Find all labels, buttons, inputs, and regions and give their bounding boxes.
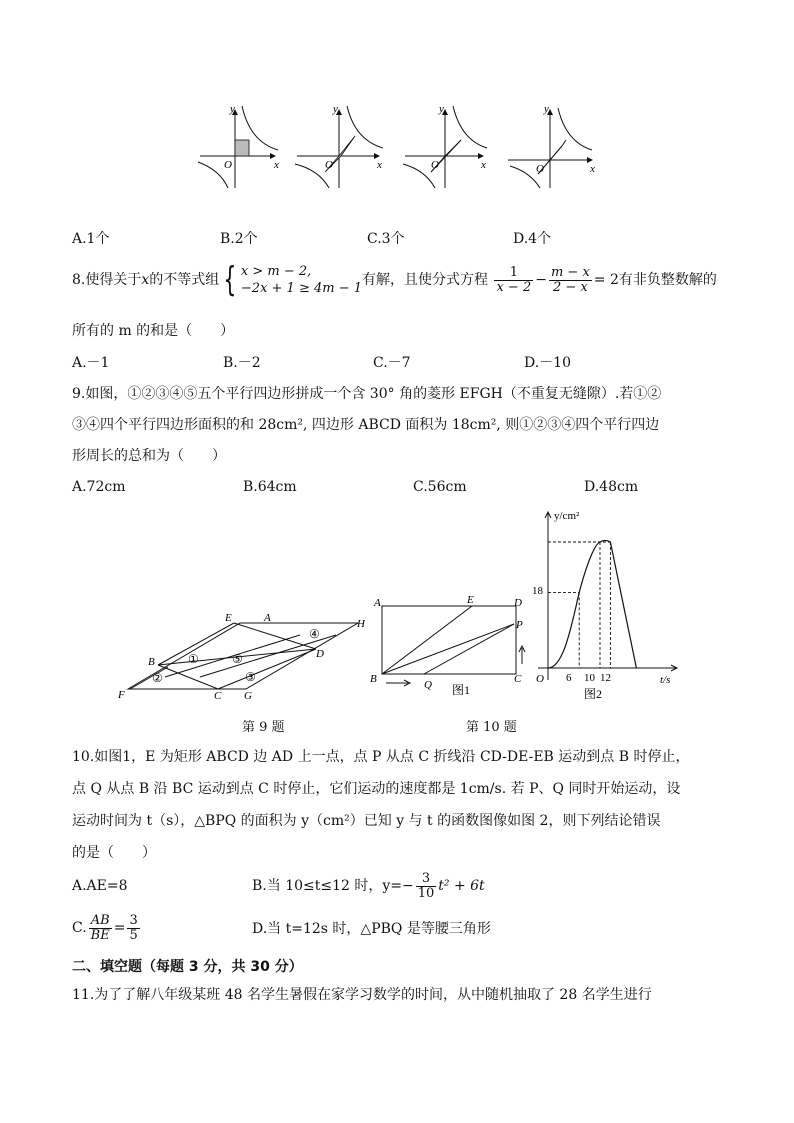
q8-option-b: B.－2 [223,355,261,371]
q11-line1: 11.为了了解八年级某班 48 名学生暑假在家学习数学的时间，从中随机抽取了 28 名学生进行 [72,987,652,1003]
chart-series-line [548,540,636,668]
q7-option-c: C.3个 [367,231,405,247]
q7-graph-1 [198,103,279,188]
q9-label-3: ③ [245,670,256,684]
chart-origin: O [536,673,544,685]
q10-f1-b: B [370,673,377,685]
q10-line3: 运动时间为 t（s），△BPQ 的面积为 y（cm²）已知 y 与 t 的函数图像如图 2，则下列结论错误 [72,813,661,829]
q9-label-2: ② [152,671,163,685]
q7-option-b: B.2个 [220,231,258,247]
q7-graph-3 [403,103,487,188]
q7-g2-x: x [377,159,382,171]
q10-figure2-chart [528,505,688,705]
q9-option-b: B.64cm [243,479,297,495]
q9-option-c: C.56cm [413,479,467,495]
q10-caption: 第 10 题 [466,720,517,735]
q10-f1-q: Q [424,679,432,691]
q10-option-a: A.AE=8 [72,878,128,894]
section2-heading: 二、填空题（每题 3 分，共 30 分） [72,959,303,975]
q10-option-c: C. $\frac{AB}{BE}$ = $\frac{3}{5}$ [72,912,138,943]
q9-line1: 9.如图，①②③④⑤五个平行四边形拼成一个含 30° 角的菱形 EFGH（不重复无缝隙）.若①② [72,386,662,402]
q9-label-5: ⑤ [232,652,243,666]
q8-option-a: A.－1 [72,355,110,371]
q7-g4-o: O [536,163,544,175]
chart-xtick-12: 12 [600,672,611,684]
q7-graph-2 [295,103,383,188]
q7-g2-y: y [333,103,338,115]
q7-g2-o: O [325,159,333,171]
q9-line3: 形周长的总和为（ ） [72,448,226,464]
q7-graphs [190,100,610,190]
q7-g1-x: x [274,159,279,171]
q7-graph-4 [508,103,595,188]
chart-caption: 图2 [584,687,603,701]
q9-label-4: ④ [309,627,320,641]
chart-x-label: t/s [660,674,671,686]
q8-line1: 8.使得关于x的不等式组 { x > m − 2, −2x + 1 ≥ 4m − 1 有解，且使分式方程 $\frac{1}{x - 2}$ − $\frac{m - x}{2 - x}$ = 2有非负整数解的 [72,260,717,300]
q10-f1-c: C [514,673,522,685]
q7-g1-o: O [224,159,232,171]
q10-f1-a: A [374,597,381,609]
q9-label-a: A [264,612,271,624]
q9-option-a: A.72cm [72,479,126,495]
q7-g3-y: y [439,103,444,115]
q10-option-b: B.当 10≤t≤12 时，y=− $\frac{3}{10}$ t² + 6t [252,870,485,901]
q9-label-g: G [244,690,252,702]
q9-label-e: E [225,612,232,624]
q9-label-b: B [148,656,155,668]
q7-option-d: D.4个 [513,231,552,247]
q9-figure [110,605,375,705]
q7-g3-o: O [431,159,439,171]
chart-ytick-18: 18 [532,585,543,597]
q10-f1-p: P [516,619,523,631]
q7-g1-y: y [230,103,235,115]
q9-caption: 第 9 题 [242,720,285,735]
q9-label-1: ① [188,652,199,666]
q9-option-d: D.48cm [584,479,639,495]
q7-g4-x: x [590,163,595,175]
q10-f1-e: E [467,594,474,606]
q7-g3-x: x [481,159,486,171]
q10-option-d: D.当 t=12s 时，△PBQ 是等腰三角形 [252,921,491,937]
q9-line2: ③④四个平行四边形面积的和 28cm², 四边形 ABCD 面积为 18cm², 则①②③④四个平行四边 [72,417,660,433]
q9-label-d: D [316,648,324,660]
q9-label-f: F [118,689,125,701]
chart-xtick-6: 6 [566,672,572,684]
q8-option-c: C.－7 [373,355,411,371]
q8-option-d: D.－10 [524,355,571,371]
q9-label-h: H [357,618,365,630]
chart-xtick-10: 10 [584,672,595,684]
q10-figure1 [368,590,538,700]
q10-f1-d: D [514,597,522,609]
q7-option-a: A.1个 [72,231,110,247]
q10-line2: 点 Q 从点 B 沿 BC 运动到点 C 时停止，它们运动的速度都是 1cm/s. 若 P、Q 同时开始运动，设 [72,781,681,797]
q7-g4-y: y [544,103,549,115]
q10-line1: 10.如图1，E 为矩形 ABCD 边 AD 上一点，点 P 从点 C 折线沿 CD-DE-EB 运动到点 B 时停止， [72,749,690,765]
q10-line4: 的是（ ） [72,845,156,861]
q9-label-c: C [214,690,222,702]
chart-y-label: y/cm² [554,510,580,522]
q10-f1-caption: 图1 [452,683,471,697]
q8-line2: 所有的 m 的和是（ ） [72,323,235,339]
